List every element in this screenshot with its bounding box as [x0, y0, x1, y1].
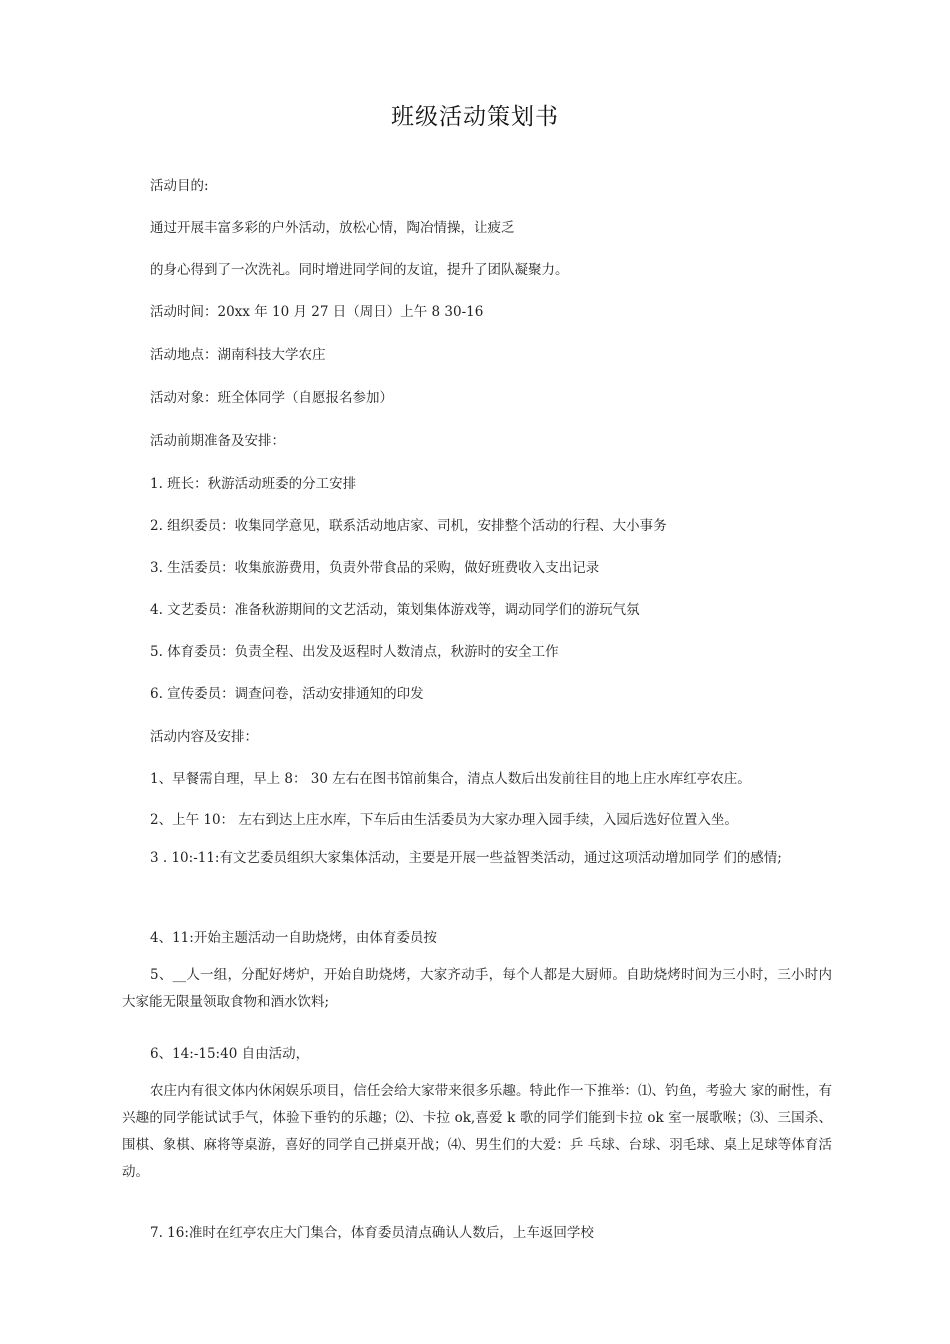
schedule-item: 5、__人一组，分配好烤炉，开始自助烧烤，大家齐动手，每个人都是大厨师。自助烧烤时间为三小时，三小时内大家能无限量领取食物和酒水饮料;: [122, 967, 832, 1010]
content-label: 活动内容及安排：: [150, 729, 258, 745]
schedule-item: 4、11:开始主题活动一自助烧烤，由体育委员按: [150, 930, 437, 946]
schedule-item: 2、上午 10： 左右到达上庄水库，下车后由生活委员为大家办理入园手续，入园后选好位置入坐。: [150, 812, 738, 828]
prep-item: 1. 班长：秋游活动班委的分工安排: [150, 476, 357, 492]
purpose-line-1: 通过开展丰富多彩的户外活动，放松心情，陶冶情操，让疲乏: [150, 220, 515, 236]
prep-item: 6. 宣传委员：调查问卷，活动安排通知的印发: [150, 686, 424, 702]
schedule-item: 1、早餐需自理，早上 8： 30 左右在图书馆前集合，清点人数后出发前往目的地上庄水库红亭农庄。: [150, 771, 751, 787]
prep-item: 3. 生活委员：收集旅游费用，负责外带食品的采购，做好班费收入支出记录: [150, 560, 600, 576]
activity-time: 活动时间：20xx 年 10 月 27 日（周日）上午 8 30-16: [150, 304, 484, 320]
prep-label: 活动前期准备及安排：: [150, 433, 285, 449]
activity-target: 活动对象：班全体同学（自愿报名参加）: [150, 390, 393, 406]
schedule-paragraph: 农庄内有很文体内休闲娱乐项目，信任会给大家带来很多乐趣。特此作一下推举：⑴、钓鱼，考验大 家的耐性，有兴趣的同学能试试手气，体验下垂钓的乐趣；⑵、卡拉 ok,喜爱 k 歌的同学们能到卡拉 ok 室一展歌喉；⑶、三国杀、围棋、象棋、麻将等桌游，喜好的同学自己拼桌开战；⑷、男生们的大爱：乒 乓球、台球、羽毛球、桌上足球等体育活动。: [122, 1083, 832, 1180]
schedule-item: 3 . 10:-11:有文艺委员组织大家集体活动，主要是开展一些益智类活动，通过这项活动增加同学 们的感情;: [150, 850, 782, 866]
prep-item: 5. 体育委员：负责全程、出发及返程时人数清点，秋游时的安全工作: [150, 644, 559, 660]
schedule-item: 7. 16:准时在红亭农庄大门集合，体育委员清点确认人数后，上车返回学校: [150, 1225, 594, 1241]
purpose-line-2: 的身心得到了一次洗礼。同时增进同学间的友谊，提升了团队凝聚力。: [150, 262, 569, 278]
schedule-item: 6、14:-15:40 自由活动，: [150, 1046, 310, 1062]
prep-item: 2. 组织委员：收集同学意见，联系活动地店家、司机，安排整个活动的行程、大小事务: [150, 518, 667, 534]
page-title: 班级活动策划书: [391, 104, 559, 130]
purpose-label: 活动目的:: [150, 178, 209, 194]
activity-place: 活动地点：湖南科技大学农庄: [150, 347, 326, 363]
prep-item: 4. 文艺委员：准备秋游期间的文艺活动，策划集体游戏等，调动同学们的游玩气氛: [150, 602, 640, 618]
